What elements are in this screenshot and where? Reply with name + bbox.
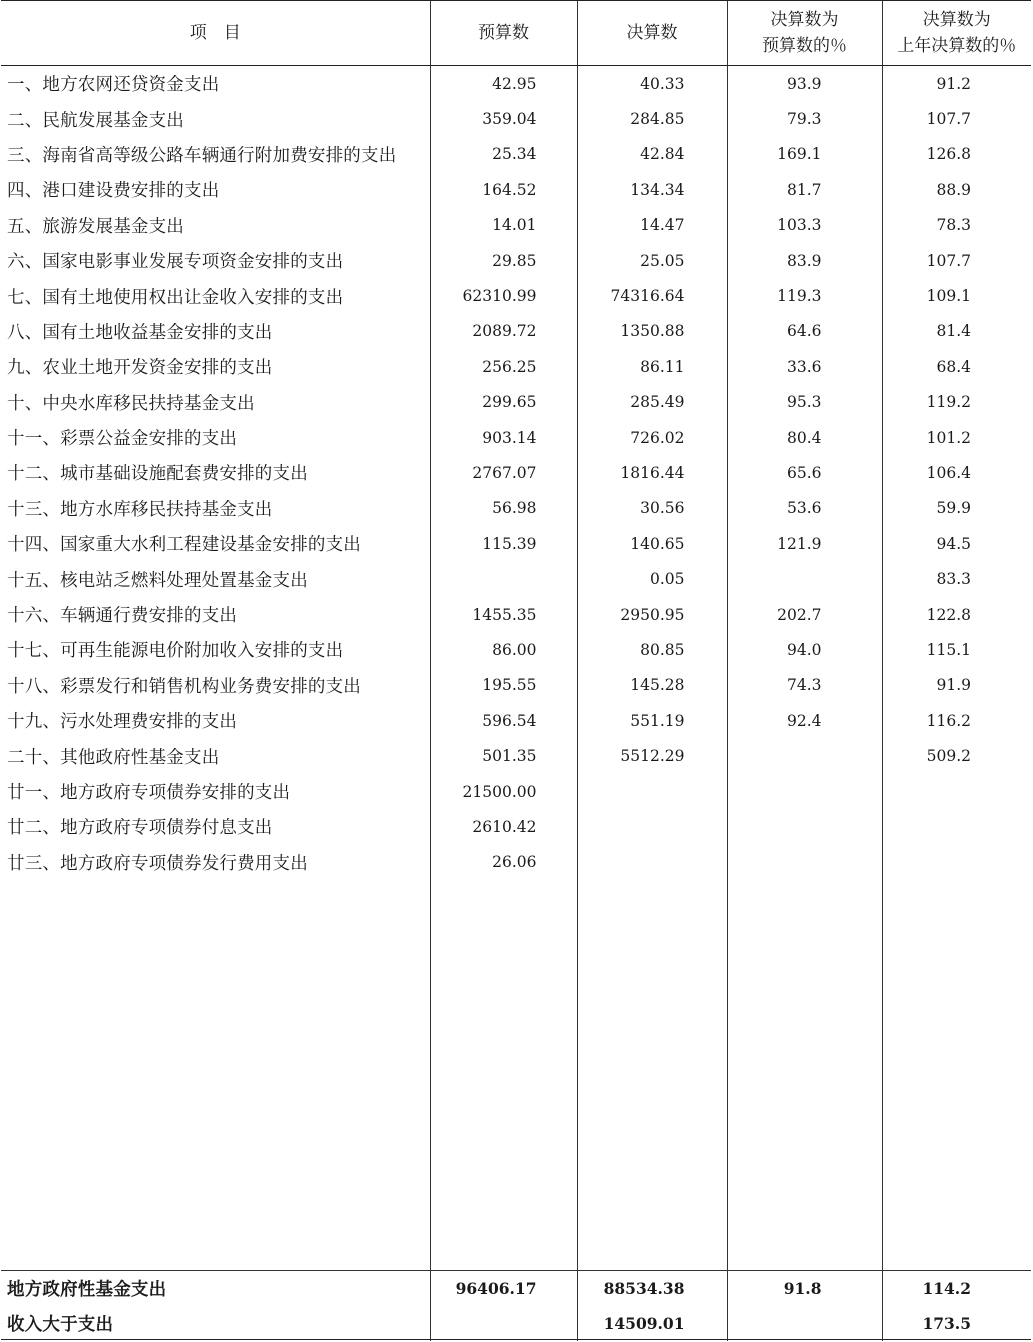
cell-final: 551.19 [577,703,727,738]
header-pct-last [882,1,1031,66]
cell-pct-last: 83.3 [936,570,971,589]
cell-item: 八、国有土地收益基金安排的支出 [1,314,430,349]
cell-pct-last: 101.2 [926,428,971,447]
cell-pct-last: 106.4 [926,463,971,482]
table-row [1,703,1031,738]
cell-pct-budget: 94.0 [727,632,882,667]
cell-final: 1816.44 [577,455,727,490]
table-row [1,809,1031,844]
cell-budget: 56.98 [430,491,577,526]
cell-final: 74316.64 [577,278,727,313]
cell-pct-last: 119.2 [926,393,971,412]
header-budget: 预算数 [430,1,577,66]
cell-pct-last: 78.3 [936,216,971,235]
table-row [1,632,1031,667]
cell-final: 88534.38 [577,1270,727,1306]
table-row [1,738,1031,773]
cell-item: 十二、城市基础设施配套费安排的支出 [1,455,430,490]
cell-item: 十一、彩票公益金安排的支出 [1,420,430,455]
cell-budget: 62310.99 [430,278,577,313]
cell-final: 25.05 [577,243,727,278]
table-row [1,668,1031,703]
cell-budget: 2610.42 [430,809,577,844]
table-row [1,597,1031,632]
cell-pct-budget: 202.7 [727,597,882,632]
cell-item: 收入大于支出 [1,1306,430,1341]
cell-budget: 14.01 [430,208,577,243]
cell-item: 十九、污水处理费安排的支出 [1,703,430,738]
cell-pct-budget: 65.6 [727,455,882,490]
budget-table-sheet [1,0,1031,1340]
table-row [1,243,1031,278]
cell-pct-last: 109.1 [926,287,971,306]
total-row [1,1306,1031,1341]
cell-budget: 21500.00 [430,774,577,809]
cell-item: 十四、国家重大水利工程建设基金安排的支出 [1,526,430,561]
cell-pct-budget [727,561,882,596]
budget-table [1,1,1031,1341]
cell-pct-budget: 103.3 [727,208,882,243]
cell-budget: 1455.35 [430,597,577,632]
cell-budget: 2767.07 [430,455,577,490]
table-row [1,561,1031,596]
cell-budget: 26.06 [430,845,577,880]
cell-pct-last: 126.8 [926,145,971,164]
cell-item: 十、中央水库移民扶持基金支出 [1,385,430,420]
cell-pct-last: 122.8 [926,605,971,624]
cell-pct-budget: 92.4 [727,703,882,738]
cell-item: 十三、地方水库移民扶持基金支出 [1,491,430,526]
header-pct-budget-line1: 决算数为 [770,10,839,30]
cell-pct-budget: 80.4 [727,420,882,455]
cell-pct-budget: 93.9 [727,66,882,102]
cell-budget: 359.04 [430,101,577,136]
header-item: 项 目 [1,1,430,66]
cell-final: 284.85 [577,101,727,136]
cell-item: 九、农业土地开发资金安排的支出 [1,349,430,384]
cell-budget: 29.85 [430,243,577,278]
cell-budget: 96406.17 [430,1270,577,1306]
cell-pct-last: 509.2 [926,747,971,766]
cell-pct-last [882,774,1031,809]
cell-pct-last: 107.7 [926,110,971,129]
cell-final: 1350.88 [577,314,727,349]
table-header-row [1,1,1031,66]
cell-pct-budget: 169.1 [727,137,882,172]
table-row [1,172,1031,207]
cell-pct-last: 68.4 [936,357,971,376]
cell-final [577,774,727,809]
cell-item: 十八、彩票发行和销售机构业务费安排的支出 [1,668,430,703]
cell-item: 十七、可再生能源电价附加收入安排的支出 [1,632,430,667]
cell-item: 十六、车辆通行费安排的支出 [1,597,430,632]
cell-final: 285.49 [577,385,727,420]
cell-item: 廿二、地方政府专项债券付息支出 [1,809,430,844]
cell-pct-budget: 121.9 [727,526,882,561]
cell-budget: 164.52 [430,172,577,207]
cell-pct-budget: 74.3 [727,668,882,703]
cell-item: 三、海南省高等级公路车辆通行附加费安排的支出 [1,137,430,172]
table-row [1,491,1031,526]
cell-pct-last: 116.2 [926,711,971,730]
table-row [1,349,1031,384]
table-spacer-row [1,880,1031,1271]
cell-pct-last: 88.9 [936,180,971,199]
cell-pct-budget: 64.6 [727,314,882,349]
table-row [1,66,1031,102]
cell-pct-budget: 119.3 [727,278,882,313]
cell-item: 十五、核电站乏燃料处理处置基金支出 [1,561,430,596]
cell-budget: 299.65 [430,385,577,420]
cell-pct-last: 91.2 [936,74,971,93]
header-pct-last-line2: 上年决算数的％ [897,36,1017,56]
table-row [1,385,1031,420]
cell-budget: 115.39 [430,526,577,561]
cell-item: 廿三、地方政府专项债券发行费用支出 [1,845,430,880]
spacer-cell [727,880,882,1271]
cell-pct-budget [727,809,882,844]
cell-pct-budget: 79.3 [727,101,882,136]
cell-budget: 2089.72 [430,314,577,349]
spacer-cell [430,880,577,1271]
spacer-cell [882,880,1031,1271]
cell-pct-budget: 81.7 [727,172,882,207]
cell-final: 0.05 [577,561,727,596]
cell-budget [430,1306,577,1341]
header-pct-last-line1: 决算数为 [922,10,991,30]
cell-pct-last: 173.5 [922,1313,971,1333]
cell-final: 134.34 [577,172,727,207]
cell-final: 86.11 [577,349,727,384]
cell-final: 30.56 [577,491,727,526]
cell-item: 七、国有土地使用权出让金收入安排的支出 [1,278,430,313]
table-row [1,845,1031,880]
cell-budget: 501.35 [430,738,577,773]
cell-pct-budget: 53.6 [727,491,882,526]
spacer-cell [577,880,727,1271]
cell-final: 140.65 [577,526,727,561]
cell-item: 四、港口建设费安排的支出 [1,172,430,207]
cell-item: 廿一、地方政府专项债券安排的支出 [1,774,430,809]
table-row [1,101,1031,136]
cell-pct-last: 59.9 [936,499,971,518]
total-row [1,1270,1031,1306]
cell-final: 14.47 [577,208,727,243]
cell-final: 5512.29 [577,738,727,773]
cell-pct-last: 81.4 [936,322,971,341]
table-row [1,278,1031,313]
cell-final: 42.84 [577,137,727,172]
cell-budget: 256.25 [430,349,577,384]
cell-pct-budget: 33.6 [727,349,882,384]
cell-final: 40.33 [577,66,727,102]
cell-final: 145.28 [577,668,727,703]
cell-budget [430,561,577,596]
cell-item: 二、民航发展基金支出 [1,101,430,136]
cell-budget: 195.55 [430,668,577,703]
cell-pct-budget [727,845,882,880]
cell-pct-last: 94.5 [936,534,971,553]
table-row [1,455,1031,490]
cell-pct-budget: 91.8 [727,1270,882,1306]
table-row [1,526,1031,561]
table-row [1,774,1031,809]
table-body [1,66,1031,1341]
table-row [1,420,1031,455]
header-final: 决算数 [577,1,727,66]
cell-item: 二十、其他政府性基金支出 [1,738,430,773]
header-pct-budget [727,1,882,66]
cell-pct-last: 91.9 [936,676,971,695]
cell-item: 五、旅游发展基金支出 [1,208,430,243]
cell-budget: 25.34 [430,137,577,172]
cell-item: 六、国家电影事业发展专项资金安排的支出 [1,243,430,278]
cell-budget: 42.95 [430,66,577,102]
cell-pct-last [882,845,1031,880]
cell-item: 一、地方农网还贷资金支出 [1,66,430,102]
cell-budget: 903.14 [430,420,577,455]
cell-final: 2950.95 [577,597,727,632]
cell-final: 80.85 [577,632,727,667]
cell-item: 地方政府性基金支出 [1,1270,430,1306]
cell-pct-budget [727,1306,882,1341]
cell-final: 14509.01 [577,1306,727,1341]
cell-pct-budget: 95.3 [727,385,882,420]
cell-budget: 86.00 [430,632,577,667]
cell-pct-last: 114.2 [882,1270,1031,1306]
header-pct-budget-line2: 预算数的％ [762,36,847,56]
table-row [1,314,1031,349]
spacer-cell [1,880,430,1271]
cell-final: 726.02 [577,420,727,455]
cell-final [577,845,727,880]
cell-pct-last: 115.1 [926,640,971,659]
table-row [1,137,1031,172]
cell-pct-budget [727,774,882,809]
cell-pct-budget: 83.9 [727,243,882,278]
cell-final [577,809,727,844]
cell-budget: 596.54 [430,703,577,738]
cell-pct-last: 107.7 [926,251,971,270]
cell-pct-budget [727,738,882,773]
table-row [1,208,1031,243]
cell-pct-last [882,809,1031,844]
